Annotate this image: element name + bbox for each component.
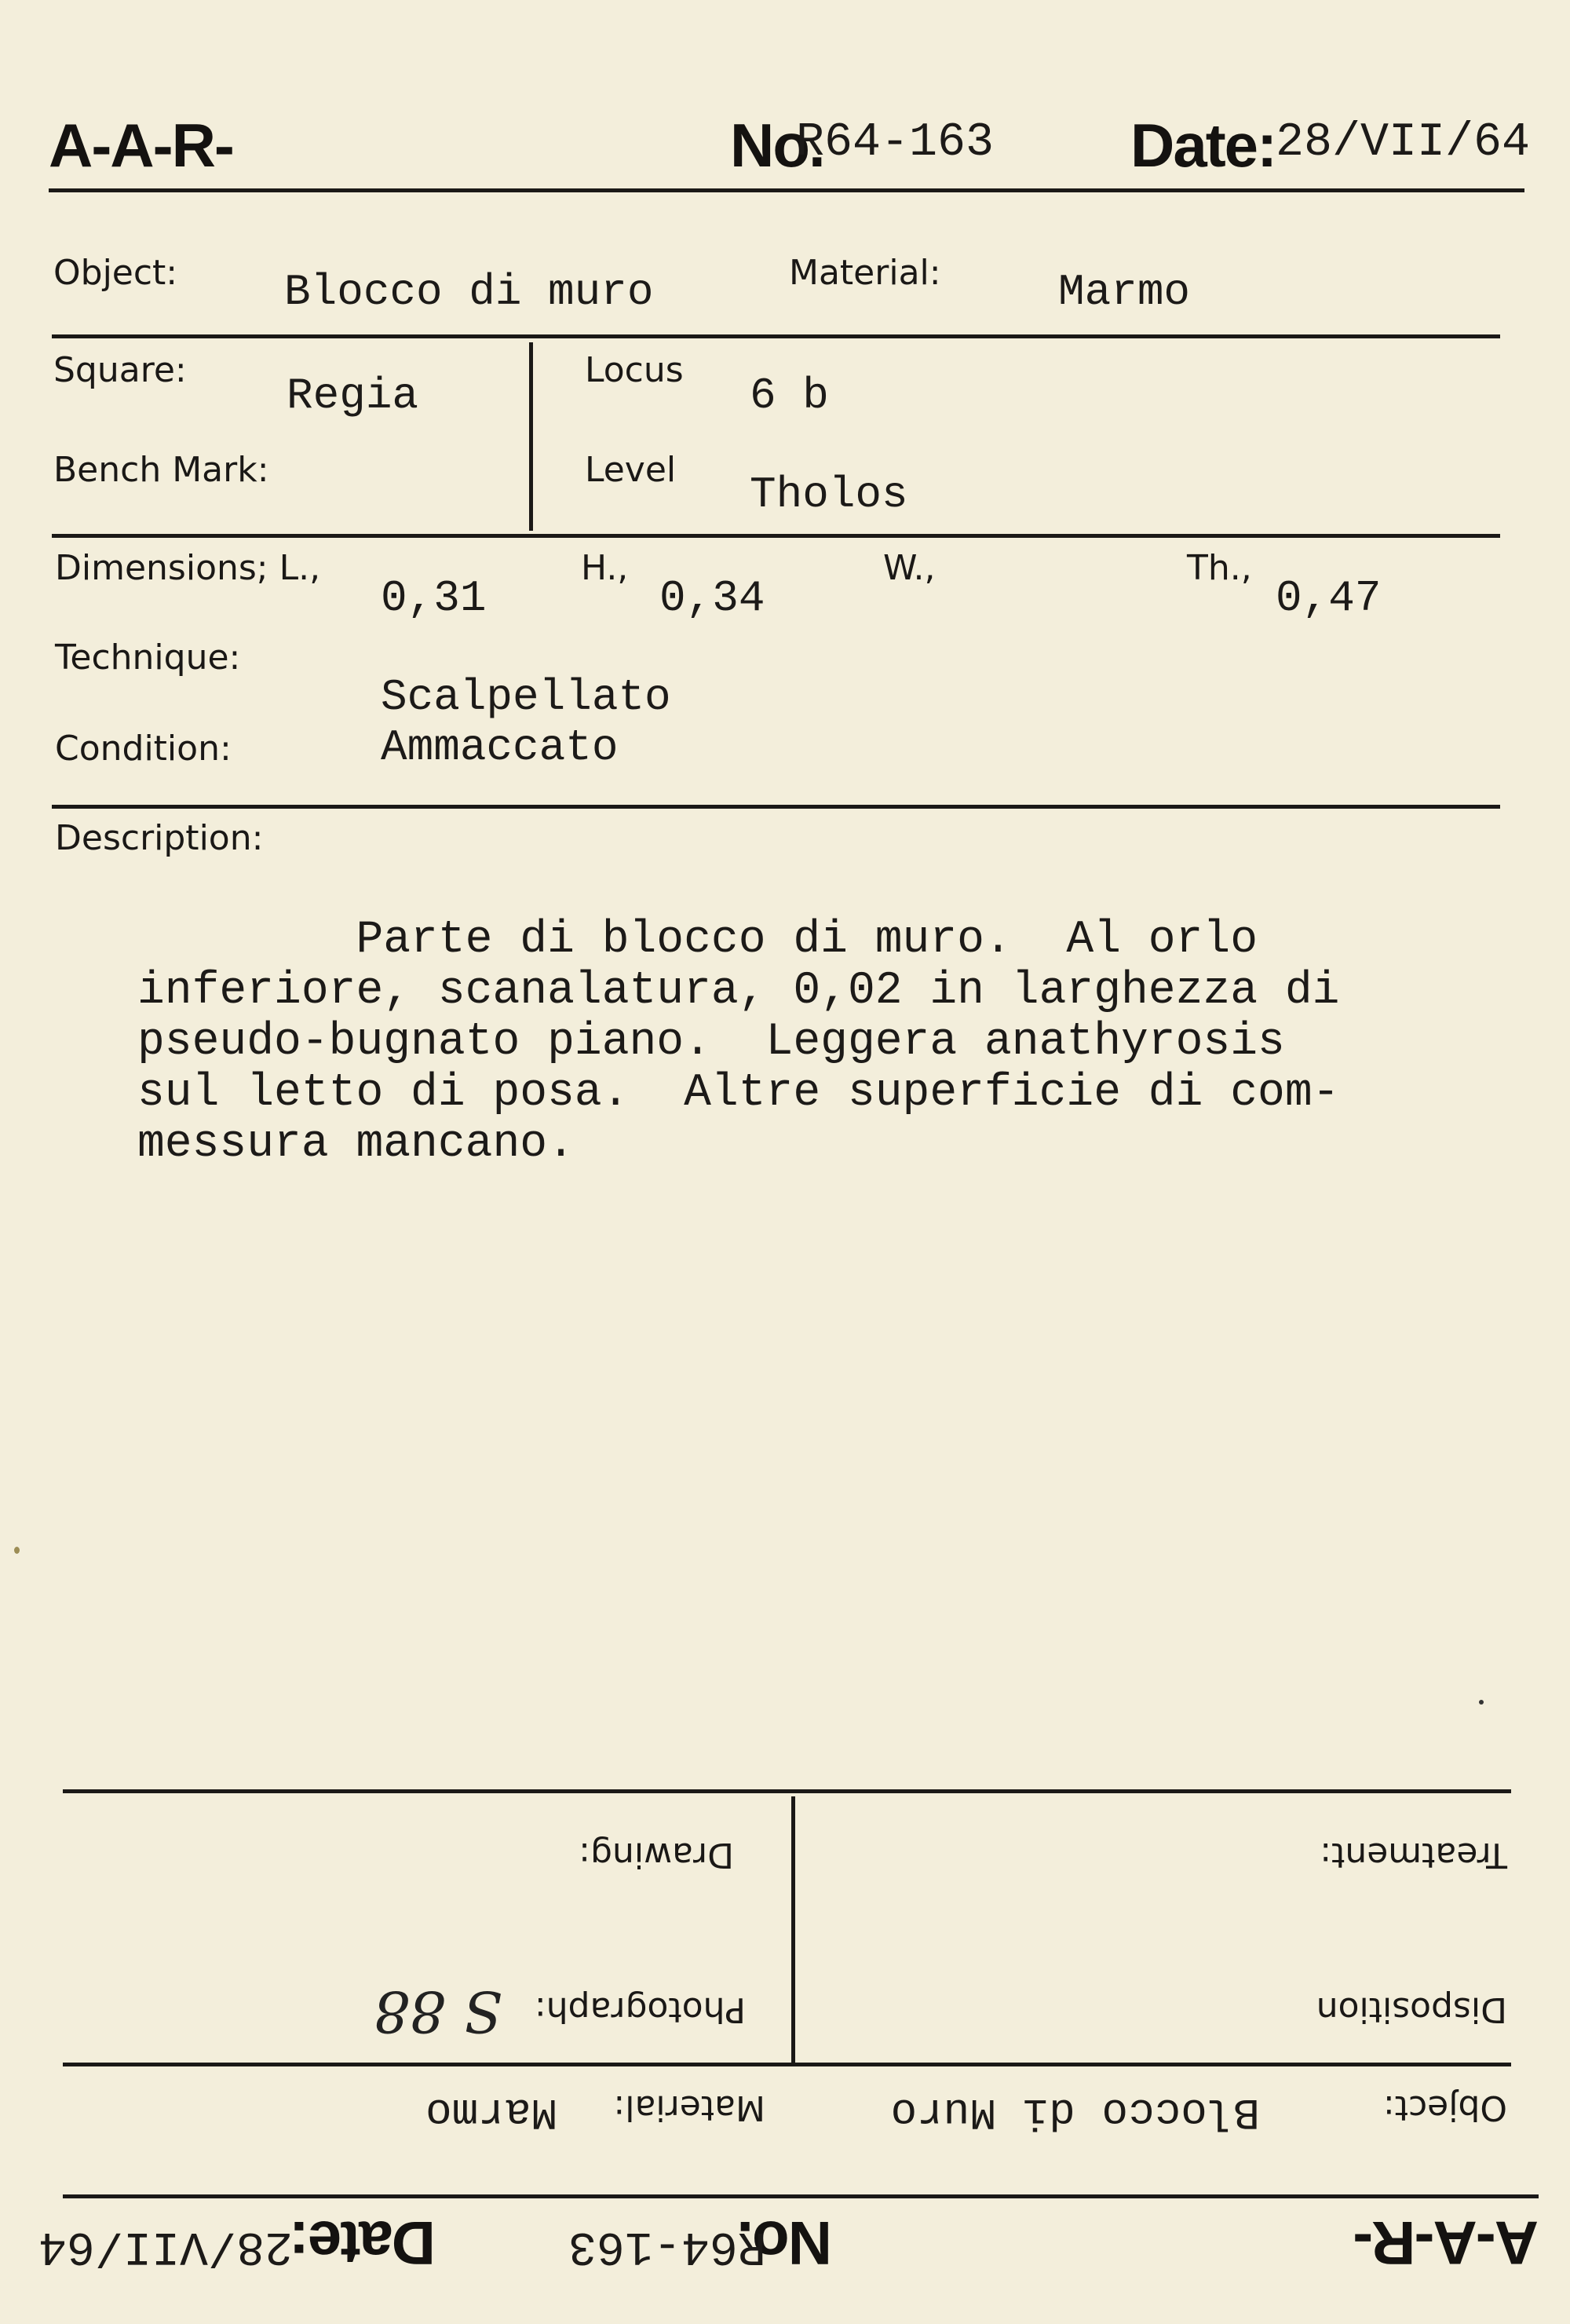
catalog-number: R64-163	[796, 116, 995, 170]
number-label: No.	[730, 111, 824, 180]
condition-value: Ammaccato	[381, 722, 619, 773]
dimension-height-label: H.,	[581, 548, 629, 588]
reverse-object-rule	[63, 2063, 1511, 2066]
reverse-bottom-rule	[63, 1789, 1511, 1793]
dimension-thickness-label: Th.,	[1187, 548, 1252, 588]
level-label: Level	[585, 450, 677, 490]
description-label: Description:	[55, 818, 264, 858]
reverse-catalog-number: R64-163	[568, 2219, 766, 2272]
dimensions-label: Dimensions; L.,	[55, 548, 321, 588]
photograph-number-handwritten: S 88	[374, 1979, 502, 2044]
photograph-label: Photograph:	[534, 1990, 746, 2030]
reverse-date-label: Date:	[290, 2209, 436, 2278]
reverse-material-label: Material:	[613, 2088, 765, 2128]
object-rule	[52, 334, 1500, 338]
locus-label: Locus	[585, 350, 684, 390]
treatment-label: Treatment:	[1320, 1835, 1507, 1875]
locus-rule	[52, 534, 1500, 538]
disposition-label: Disposition	[1316, 1990, 1507, 2030]
date-label: Date:	[1130, 111, 1276, 180]
material-label: Material:	[789, 253, 941, 293]
paper-speck	[14, 1547, 20, 1554]
dimension-length: 0,31	[381, 573, 487, 623]
object-label: Object:	[53, 253, 178, 293]
reverse-header-rule	[63, 2194, 1539, 2198]
object-value: Blocco di muro	[284, 267, 654, 317]
reverse-divider	[791, 1796, 795, 2063]
org-code: A-A-R-	[49, 111, 233, 180]
level-value: Tholos	[750, 470, 908, 520]
reverse-material-value: Marmo	[425, 2087, 557, 2137]
reverse-org-code: A-A-R-	[1354, 2209, 1539, 2278]
technique-label: Technique:	[55, 638, 241, 678]
bench-mark-label: Bench Mark:	[53, 450, 269, 490]
material-value: Marmo	[1058, 267, 1191, 317]
square-label: Square:	[53, 350, 187, 390]
technique-value: Scalpellato	[381, 672, 671, 722]
locus-value: 6 b	[750, 371, 829, 421]
dimension-thickness: 0,47	[1276, 573, 1382, 623]
date-value: 28/VII/64	[1276, 116, 1531, 170]
header-rule	[49, 188, 1524, 192]
drawing-label: Drawing:	[579, 1835, 734, 1875]
condition-rule	[52, 805, 1500, 809]
square-divider	[529, 342, 533, 531]
description-text: Parte di blocco di muro. Al orlo inferiore, scanalatura, 0,02 in larghezza di pseudo-bugnato piano. Leggera anathyrosis sul letto di posa. Altre superficie di com- messura mancano.	[137, 915, 1340, 1170]
reverse-section	[0, 1680, 1570, 2324]
square-value: Regia	[287, 371, 419, 421]
reverse-object-label: Object:	[1382, 2088, 1507, 2128]
dimension-height: 0,34	[659, 573, 765, 623]
reverse-date-value: 28/VII/64	[38, 2219, 293, 2272]
condition-label: Condition:	[55, 729, 232, 769]
reverse-object-value: Blocco di Muro	[890, 2087, 1260, 2137]
reverse-number-label: No.	[738, 2209, 832, 2278]
dimension-width-label: W.,	[883, 548, 936, 588]
